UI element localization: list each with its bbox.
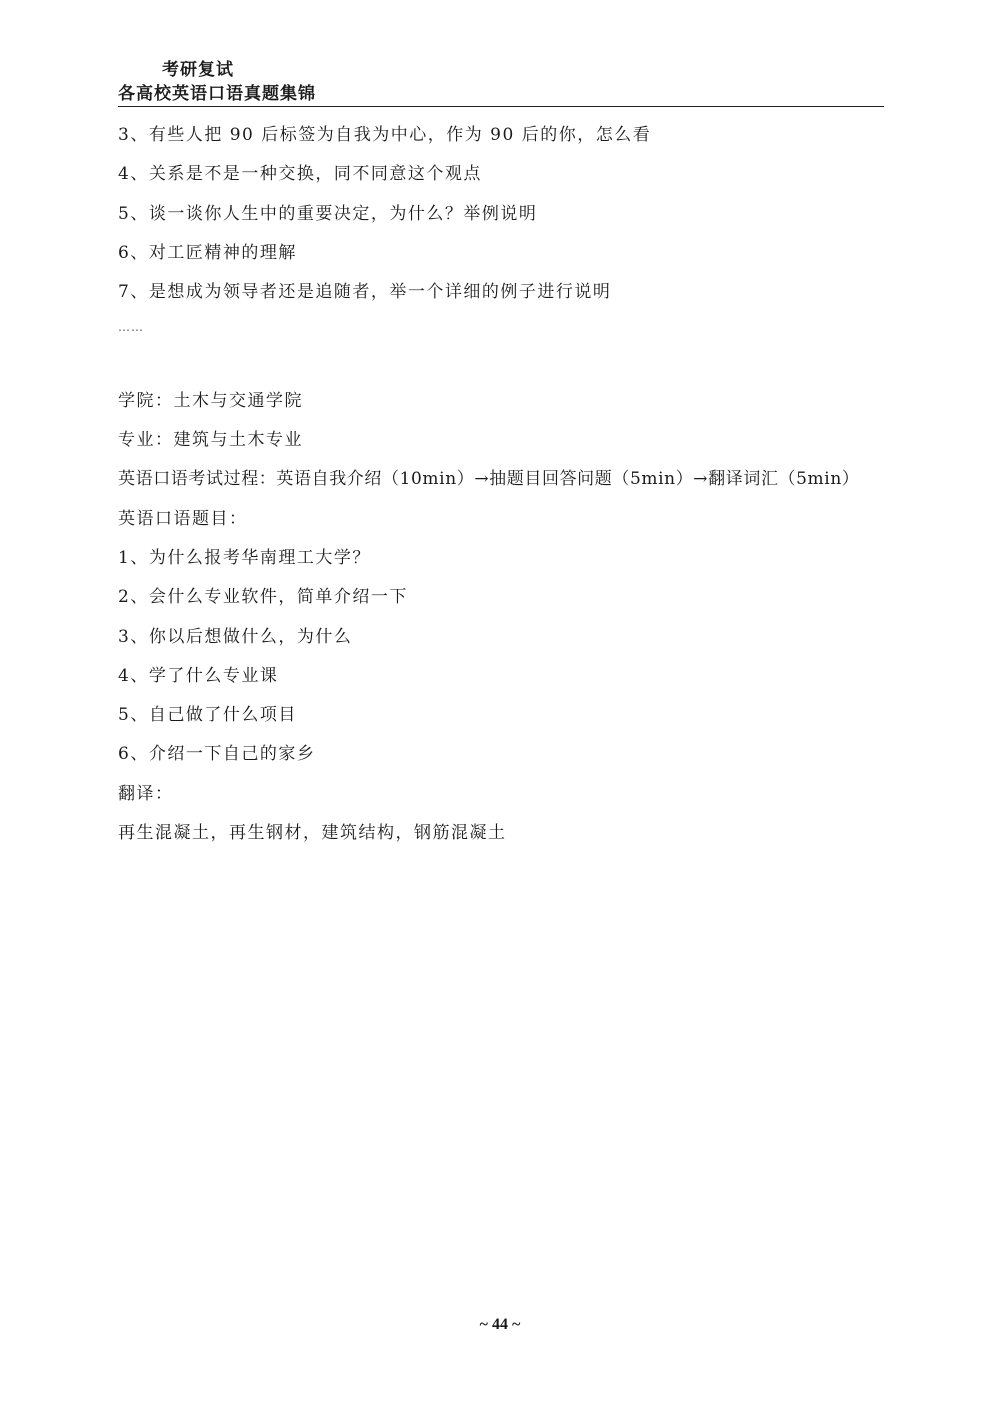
- header-divider: [118, 106, 884, 107]
- ellipsis: ……: [118, 320, 144, 335]
- page-number: ~ 44 ~: [479, 1316, 521, 1333]
- translation-heading: 翻译：: [118, 783, 174, 804]
- translation-terms: 再生混凝土，再生钢材，建筑结构，钢筋混凝土: [118, 823, 507, 844]
- question-5: 5、自己做了什么项目: [118, 705, 297, 726]
- college-label: 学院：土木与交通学院: [118, 390, 303, 411]
- question-1: 1、为什么报考华南理工大学？: [118, 547, 371, 568]
- question-2: 2、会什么专业软件，简单介绍一下: [118, 587, 408, 608]
- topics-heading: 英语口语题目：: [118, 508, 248, 529]
- prev-question-7: 7、是想成为领导者还是追随者，举一个详细的例子进行说明: [118, 282, 612, 303]
- page-content: [118, 116, 898, 853]
- prev-question-5: 5、谈一谈你人生中的重要决定，为什么？举例说明: [118, 203, 538, 224]
- exam-process: 英语口语考试过程：英语自我介绍（10min）→抽题目回答问题（5min）→翻译词汇（5min）: [118, 469, 860, 490]
- question-3: 3、你以后想做什么，为什么: [118, 626, 353, 647]
- prev-question-3: 3、有些人把 90 后标签为自我为中心，作为 90 后的你，怎么看: [118, 125, 652, 145]
- header-title: 考研复试: [162, 60, 234, 80]
- prev-question-6: 6、对工匠精神的理解: [118, 242, 297, 263]
- major-label: 专业：建筑与土木专业: [118, 430, 303, 451]
- header-subtitle: 各高校英语口语真题集锦: [118, 84, 316, 104]
- page-header: [118, 58, 884, 106]
- section-gap: [118, 352, 898, 382]
- prev-question-4: 4、关系是不是一种交换，同不同意这个观点: [118, 164, 482, 185]
- question-4: 4、学了什么专业课: [118, 665, 279, 686]
- question-6: 6、介绍一下自己的家乡: [118, 744, 316, 765]
